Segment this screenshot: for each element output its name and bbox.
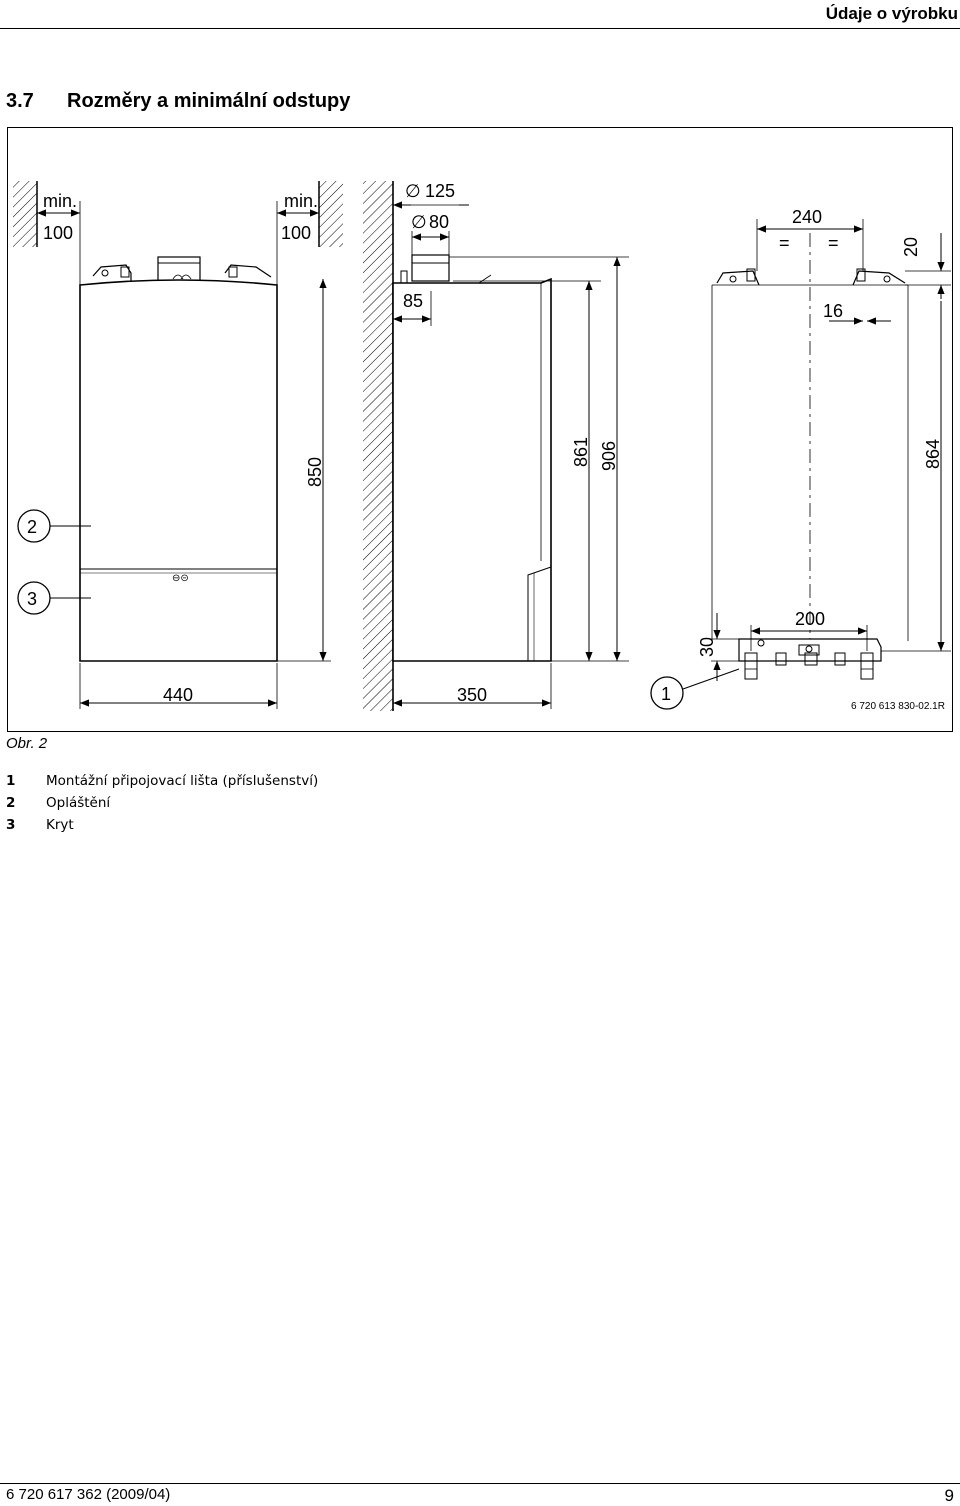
dim-85: 85 [403, 291, 424, 311]
dim-906: 906 [599, 440, 619, 471]
front-view [13, 181, 343, 709]
footer-divider [0, 1483, 960, 1484]
boiler-casing-side [393, 279, 551, 661]
left-wall-hatch [13, 181, 37, 247]
diameter-125-symbol: ∅ [405, 181, 421, 201]
dim-440: 440 [163, 685, 194, 705]
min-right-value: 100 [281, 223, 312, 243]
document-code: 6 720 617 362 (2009/04) [6, 1486, 171, 1503]
section-number: 3.7 [6, 90, 34, 112]
dim-80: 80 [429, 212, 450, 232]
dimension-figure [7, 127, 953, 732]
equal-mark-1: = [779, 233, 790, 253]
min-right-label: min. [284, 191, 319, 211]
legend-item [6, 814, 318, 836]
section-title: Rozměry a minimální odstupy [67, 90, 351, 112]
dim-861: 861 [571, 436, 591, 467]
mounting-wall-hatch [363, 181, 393, 711]
legend-number: 3 [6, 817, 16, 833]
legend-number: 2 [6, 795, 16, 811]
figure-caption: Obr. 2 [6, 735, 48, 752]
figure-legend [6, 770, 318, 836]
callout-3: 3 [27, 589, 38, 609]
dim-200: 200 [795, 609, 826, 629]
section-heading [6, 90, 350, 113]
dim-864: 864 [923, 438, 943, 469]
right-wall-hatch [319, 181, 343, 247]
diameter-80-symbol: ∅ [411, 212, 427, 232]
header-divider [0, 28, 960, 29]
dim-30: 30 [697, 636, 717, 657]
legend-text: Kryt [46, 817, 74, 833]
page-number: 9 [944, 1486, 954, 1505]
control-indicator: ⊖⊝ [172, 573, 189, 584]
boiler-casing-front [80, 280, 277, 661]
min-left-value: 100 [43, 223, 74, 243]
equal-mark-2: = [828, 233, 839, 253]
dim-16: 16 [823, 301, 844, 321]
dim-350: 350 [457, 685, 488, 705]
legend-text: Opláštění [46, 795, 111, 811]
legend-text: Montážní připojovací lišta (příslušenství) [46, 773, 319, 789]
legend-item [6, 792, 318, 814]
dim-240: 240 [792, 207, 823, 227]
min-left-label: min. [43, 191, 78, 211]
callout-2: 2 [27, 517, 38, 537]
callout-1: 1 [661, 684, 672, 704]
dimension-drawing [7, 127, 953, 732]
legend-number: 1 [6, 773, 16, 789]
side-view [363, 181, 629, 711]
legend-item [6, 770, 318, 792]
dim-850: 850 [305, 456, 325, 487]
drawing-code: 6 720 613 830-02.1R [851, 701, 945, 712]
mounting-rail [739, 639, 881, 661]
dim-125: 125 [425, 181, 456, 201]
header-title: Údaje o výrobku [825, 4, 958, 23]
mounting-view [651, 207, 951, 712]
dim-20: 20 [901, 236, 921, 257]
